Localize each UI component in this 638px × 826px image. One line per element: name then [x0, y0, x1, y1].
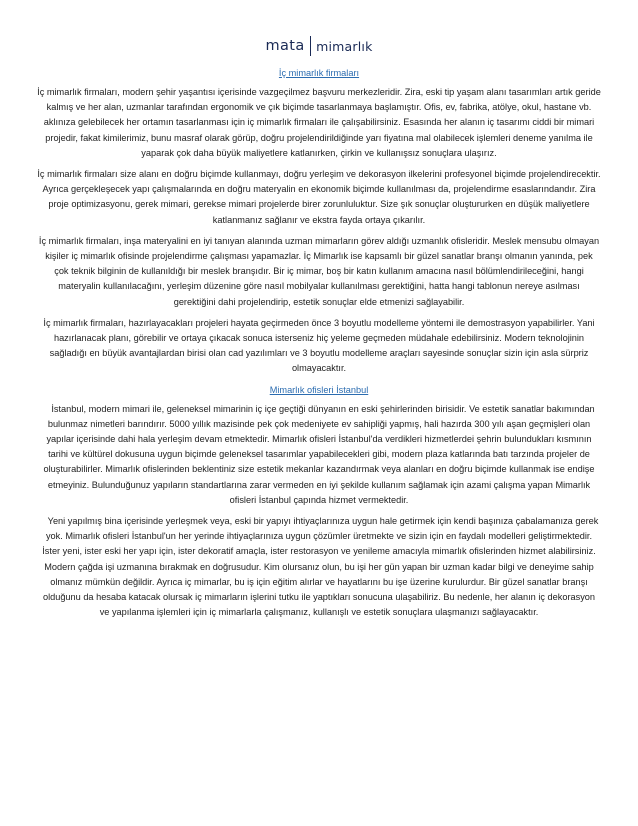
paragraph: İç mimarlık firmaları, modern şehir yaşantısı içerisinde vazgeçilmez başvuru merkezleridir. Zira, eski tip yaşam alanı tasarımları artık geride kalmış ve her alan, uzmanlar tarafından ergonomik ve çık biçimde tasarlanmaya başlamıştır. Ofis, ev, fabrika, atölye, okul, hastane vb. aklınıza gelebilecek her ortamın tasarlanması için iç mimarlık firmaları ile çalışabilirsiniz. Esasında her alanın iç tasarımı ciddi bir mimari projedir, fakat kimilerimiz, bunu masraf olarak görüp, doğru projelendirildiğinde yarı fiyatına mal olabilecek işlemleri deneme yanılma ile yaparak çok daha büyük maliyetlere katlanırken, çirkin ve kullanışsız sonuçlara ulaşırız.	[37, 87, 601, 158]
paragraph: İç mimarlık firmaları, inşa materyalini en iyi tanıyan alanında uzman mimarların görev aldığı uzmanlık ofisleridir. Meslek mensubu olmayan kişiler iç mimarlık ofisinde projelendirme çalışması yapamazlar. İç Mimarlık ise kapsamlı bir güzel sanatlar branşı olmanın yanında, pek çok teknik bilginin de kullanıldığı bir meslek branşıdır. Bir iç mimar, boş bir katın kullanım amacına nasıl bölümlendirileceğini, hangi materyalin kullanılacağını, yerleşim düzenine göre nasıl mobilyalar kullanılması gerektiğini, hatta hangi tablonun nereye asılması gerektiğini dahi projelendirip, estetik sonuçlar elde etmenizi sağlayabilir.	[38, 235, 600, 307]
logo-mata-text: mata	[265, 38, 305, 54]
paragraph: İstanbul, modern mimari ile, geleneksel mimarinin iç içe geçtiği dünyanın en eski şehirlerinden birisidir. Ve estetik sanatlar bakımından bulunmaz nimetleri barındırır. 5000 yıllık mazisinde pek çok medeniyete ev sahipliği yapmış, hali hazırda 300 yılı aşan geçmişleri olan yapılar içerisinde dahi hala yerleşim devam etmektedir. Mimarlık ofisleri İstanbul'da verdikleri hizmetlerdei şehrin bulundukları kısmının tarihi ve kültürel dokusuna uygun biçimde geleneksel tasarımlar yapabilecekleri gibi, modern plaza katlarında batı tarzında projeler de oluşturabilirler. Mimarlık ofislerinden beklentiniz size estetik mekanlar kazandırmak veya alanları en doğru biçimde kullanmak ise endişe etmeyiniz. Bulunduğunuz yapıların standartlarına zarar vermeden en iyi şekilde kullanım sağlamak için azami çalışma yapan Mimarlık ofisleri İstanbul çapında hizmet vermektedir.	[43, 403, 595, 505]
section-heading-ic-mimarlik[interactable]: İç mimarlık firmaları	[278, 68, 360, 78]
brand-logo	[0, 35, 638, 57]
logo-mimarlik-text: mimarlık	[316, 38, 373, 54]
paragraph: İç mimarlık firmaları size alanı en doğru biçimde kullanmayı, doğru yerleşim ve dekorasyon ilkelerini profesyonel biçimde projelendirecektir. Ayrıca gerçekleşecek yapı çalışmalarında en doğru materyalin en ekonomik biçimde kullanılması da, projelendirme esaslarındandır. Zira proje optimizasyonu, gerek mimari, gerekse mimari projelerde birer zorunluluktur. Size şık sonuçlar oluştururken en düşük maliyetlere katlanmanız sağlanır ve ekstra fayda ortaya çıkarılır.	[37, 169, 601, 225]
paragraph: Yeni yapılmış bina içerisinde yerleşmek veya, eski bir yapıyı ihtiyaçlarınıza uygun hale getirmek için kendi başınıza çabalamanıza gerek yok. Mimarlık ofisleri İstanbul'un her yerinde ihtiyaçlarınıza uygun çözümler üretmekte ve sizin için en faydalı modelleri geliştirmektedir. İster yeni, ister eski her yapı için, ister dekoratif amaçla, ister restorasyon ve yenileme amacıyla mimarlık ofislerinden hizmet alabilirsiniz. Modern çağda işi uzmanına bırakmak en doğrusudur. Kim olursanız olun, bu işi her gün yapan bir uzman kadar bilgi ve deneyime sahip olmanız mümkün değildir. Ayrıca iç mimarlar, bu iş için eğitim alırlar ve hayatlarını bu işe üzerine kurulurdur. Bir güzel sanatlar branşı olduğunu da hesaba katacak olursak iç mimarların işlerini tutku ile yaptıkları sonucuna ulaşabiliriz. Bu nedenle, her alanın iç dekorasyon ve yapılanma işlemleri için iç mimarlarla çalışmanız, kullanışlı ve estetik sonuçlara ulaşmanızı sağlayacaktır.	[42, 516, 599, 618]
paragraph: İç mimarlık firmaları, hazırlayacakları projeleri hayata geçirmeden önce 3 boyutlu modelleme yöntemi ile demostrasyon yapabilirler. Yani hazırlanacak planı, görebilir ve ortaya çıkacak sonuca isterseniz hiç yeleme geçmeden müdahale edebilirsiniz. Modern teknolojinin sağladığı en büyük avantajlardan birisi olan cad yazılımları ve 3 boyutlu modelleme araçları sayesinde sonuçlar sizin için asla sürpriz olmayacaktır.	[43, 317, 595, 374]
section-heading-mimarlik-ofisleri[interactable]: Mimarlık ofisleri İstanbul	[269, 384, 369, 395]
logo-divider	[310, 36, 312, 56]
document-body	[37, 66, 601, 627]
